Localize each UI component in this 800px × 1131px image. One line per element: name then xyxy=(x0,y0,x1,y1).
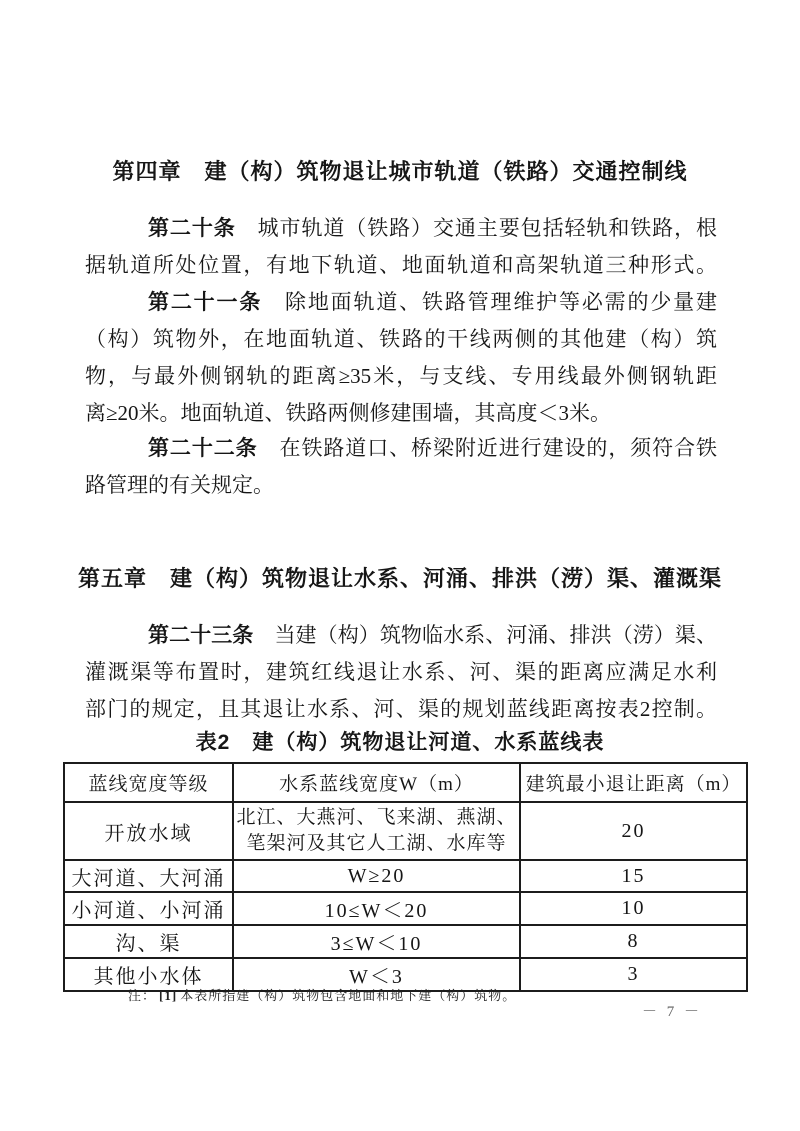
paragraph-line: （构）筑物外，在地面轨道、铁路的干线两侧的其他建（构）筑 xyxy=(85,327,717,351)
article-22-label: 第二十二条 xyxy=(148,436,258,460)
article-21-paragraph xyxy=(85,284,717,432)
cell-water-width: W≥20 xyxy=(233,860,520,892)
paragraph-line: 路管理的有关规定。 xyxy=(85,473,274,497)
paragraph-line-text: 城市轨道（铁路）交通主要包括轻轨和铁路，根 xyxy=(235,216,718,240)
paragraph-line xyxy=(85,210,717,247)
cell-water-width xyxy=(233,802,520,860)
article-20-paragraph xyxy=(85,210,717,284)
cell-level: 其他小水体 xyxy=(64,958,233,991)
table-header-row xyxy=(64,763,747,802)
note-text: 本表所指建（构）筑物包含地面和地下建（构）筑物。 xyxy=(180,988,517,1003)
article-20-label: 第二十条 xyxy=(148,216,236,240)
paragraph-line: 据轨道所处位置，有地下轨道、地面轨道和高架轨道三种形式。 xyxy=(85,253,717,277)
article-23-label: 第二十三条 xyxy=(148,623,254,647)
cell-level: 沟、渠 xyxy=(64,925,233,958)
chapter-5-heading: 第五章 建（构）筑物退让水系、河涌、排洪（涝）渠、灌溉渠 xyxy=(77,566,722,591)
paragraph-line xyxy=(85,617,717,654)
paragraph-line: 离≥20米。地面轨道、铁路两侧修建围墙，其高度＜3米。 xyxy=(85,401,612,425)
paragraph-line xyxy=(85,430,717,467)
table-note xyxy=(128,985,516,1004)
cell-water-width: 3≤W＜10 xyxy=(233,925,520,958)
cell-distance: 15 xyxy=(520,860,747,892)
cell-level: 开放水域 xyxy=(64,802,233,860)
chapter-4-heading: 第四章 建（构）筑物退让城市轨道（铁路）交通控制线 xyxy=(112,159,688,184)
cell-level: 大河道、大河涌 xyxy=(64,860,233,892)
paragraph-line: 部门的规定，且其退让水系、河、渠的规划蓝线距离按表2控制。 xyxy=(85,697,717,721)
cell-water-width-line: 北江、大燕河、飞来湖、燕湖、 xyxy=(236,807,517,828)
cell-distance: 10 xyxy=(520,892,747,925)
page-number: － 7 － xyxy=(641,1004,702,1020)
cell-distance: 20 xyxy=(520,802,747,860)
cell-distance: 8 xyxy=(520,925,747,958)
cell-water-width: 10≤W＜20 xyxy=(233,892,520,925)
article-21-label: 第二十一条 xyxy=(148,290,263,314)
table-row-ditch-canal xyxy=(64,925,747,958)
table-row-small-river xyxy=(64,892,747,925)
cell-water-width-line: 笔架河及其它人工湖、水库等 xyxy=(246,833,507,854)
table-2-caption: 表2 建（构）筑物退让河道、水系蓝线表 xyxy=(195,731,605,754)
paragraph-line: 物，与最外侧钢轨的距离≥35米，与支线、专用线最外侧钢轨距 xyxy=(85,364,717,388)
header-water-width: 水系蓝线宽度W（m） xyxy=(233,763,520,802)
paragraph-line xyxy=(85,284,717,321)
cell-distance: 3 xyxy=(520,958,747,991)
header-min-setback: 建筑最小退让距离（m） xyxy=(520,763,747,802)
paragraph-line: 灌溉渠等布置时，建筑红线退让水系、河、渠的距离应满足水利 xyxy=(85,660,717,684)
blue-line-setback-table xyxy=(63,762,748,992)
table-row-open-water xyxy=(64,802,747,860)
paragraph-line-text: 除地面轨道、铁路管理维护等必需的少量建 xyxy=(262,290,718,314)
article-23-paragraph xyxy=(85,617,717,728)
paragraph-line-text: 当建（构）筑物临水系、河涌、排洪（涝）渠、 xyxy=(253,623,718,647)
header-blue-line-level: 蓝线宽度等级 xyxy=(64,763,233,802)
cell-water-width: W＜3 xyxy=(233,958,520,991)
paragraph-line-text: 在铁路道口、桥梁附近进行建设的，须符合铁 xyxy=(257,436,718,460)
note-prefix: 注： xyxy=(128,988,157,1003)
note-ref-number: [1] xyxy=(159,988,178,1003)
cell-level: 小河道、小河涌 xyxy=(64,892,233,925)
table-row-large-river xyxy=(64,860,747,892)
article-22-paragraph xyxy=(85,430,717,504)
